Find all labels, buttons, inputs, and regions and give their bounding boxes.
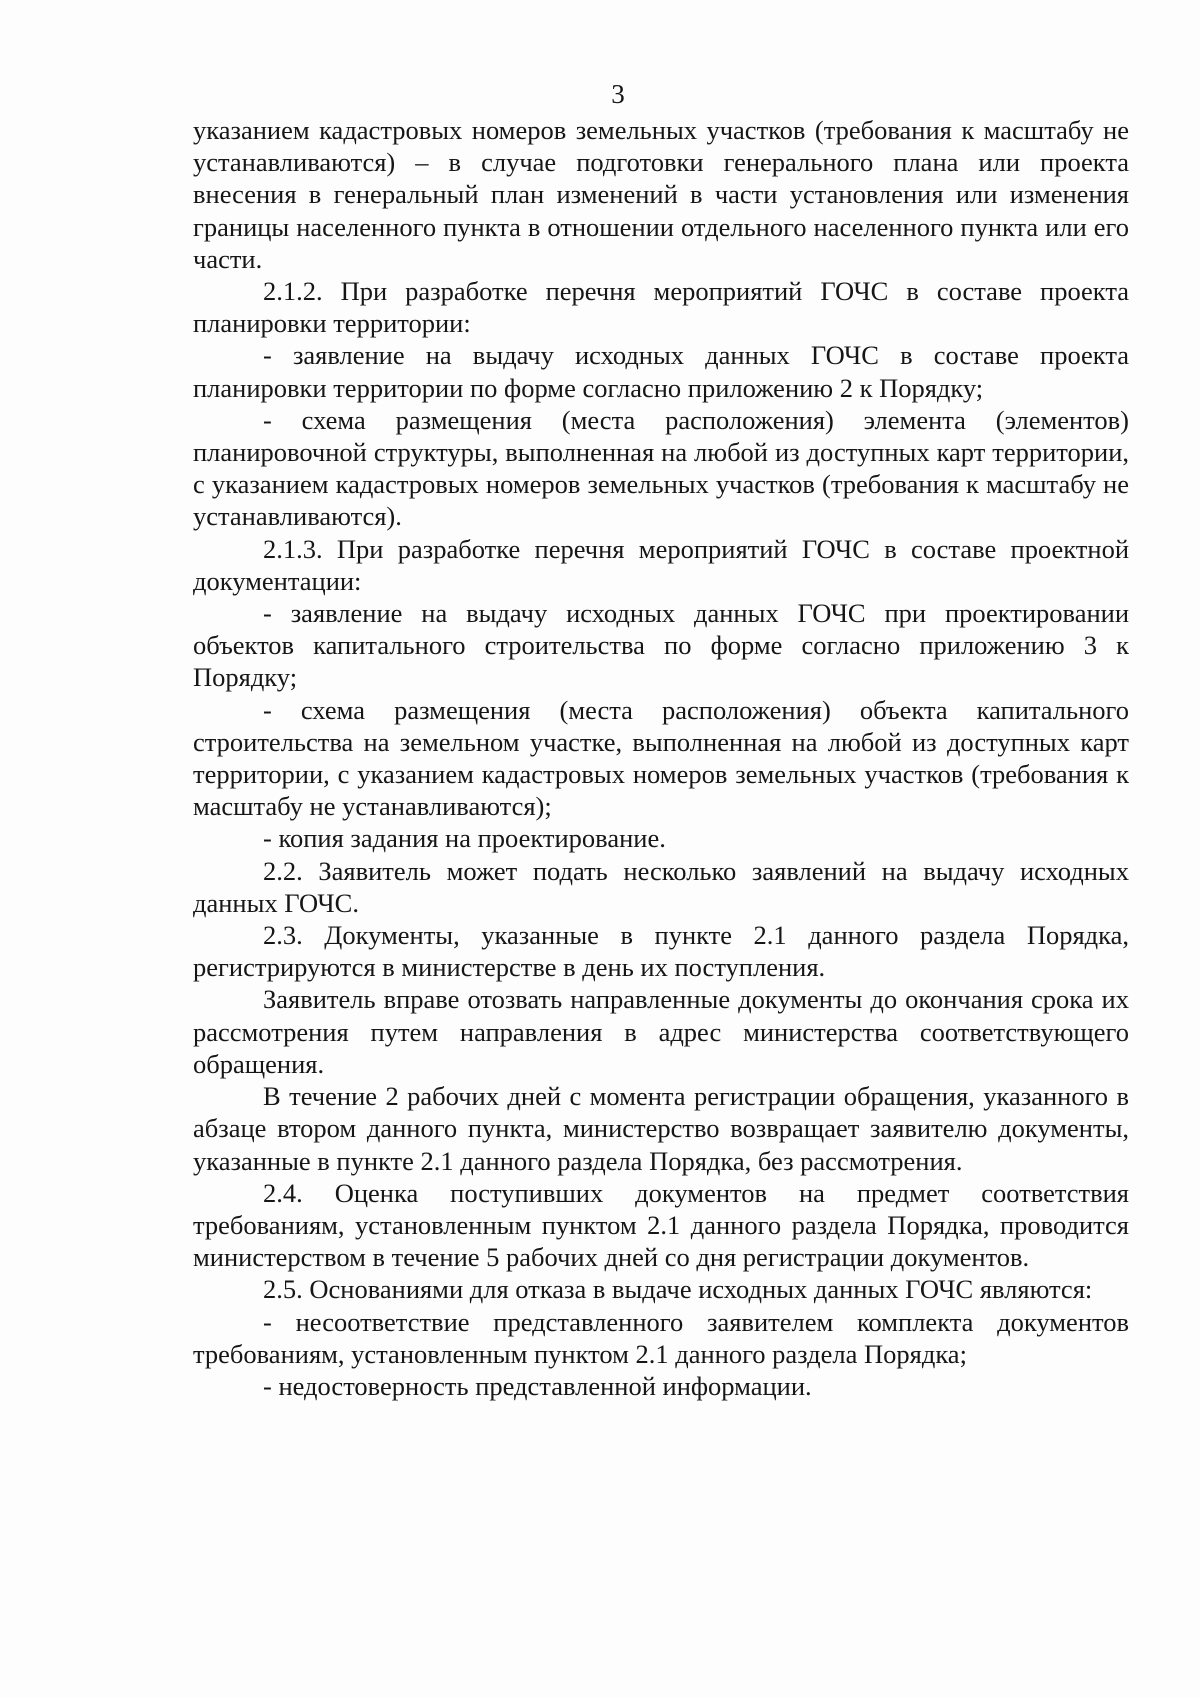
page-number: 3 [611,79,625,109]
paragraph-2-5: 2.5. Основаниями для отказа в выдаче исходных данных ГОЧС являются: [263,1274,1093,1305]
paragraph: В течение 2 рабочих дней с момента регистрации обращения, указанного в абзаце втором данного пункта, министерство возвращает заявителю документы, указанные в пункте 2.1 данного раздела Порядка, без рассмотрения. [193,1081,1129,1176]
paragraph-2-3: 2.3. Документы, указанные в пункте 2.1 данного раздела Порядка, регистрируются в министерстве в день их поступления. [193,920,1129,983]
paragraph-continuation: указанием кадастровых номеров земельных участков (требования к масштабу не устанавливаются) – в случае подготовки генерального плана или проекта внесения в генеральный план изменений в части установления или изменения границы населенного пункта в отношении отдельного населенного пункта или его части. [193,115,1129,274]
paragraph-2-2: 2.2. Заявитель может подать несколько заявлений на выдачу исходных данных ГОЧС. [193,855,1129,918]
list-item: - схема размещения (места расположения) элемента (элементов) планировочной структуры, выполненная на любой из доступных карт территории, с указанием кадастровых номеров земельных участков (требования к масштабу не устанавливаются). [193,404,1129,532]
list-item: - копия задания на проектирование. [263,823,666,854]
paragraph-2-4: 2.4. Оценка поступивших документов на предмет соответствия требованиям, установленным пунктом 2.1 данного раздела Порядка, проводится министерством в течение 5 рабочих дней со дня регистрации документов. [193,1177,1129,1273]
paragraph: Заявитель вправе отозвать направленные документы до окончания срока их рассмотрения путем направления в адрес министерства соответствующего обращения. [193,984,1129,1079]
document-body [193,114,1129,1402]
paragraph-2-1-2: 2.1.2. При разработке перечня мероприятий ГОЧС в составе проекта планировки территории: [193,276,1129,339]
paragraph-2-1-3: 2.1.3. При разработке перечня мероприятий ГОЧС в составе проектной документации: [193,533,1129,596]
list-item: - заявление на выдачу исходных данных ГОЧС в составе проекта планировки территории по форме согласно приложению 2 к Порядку; [193,340,1129,403]
list-item: - недостоверность представленной информации. [263,1370,812,1401]
list-item: - несоответствие представленного заявителем комплекта документов требованиям, установленным пунктом 2.1 данного раздела Порядка; [193,1306,1129,1369]
list-item: - схема размещения (места расположения) объекта капитального строительства на земельном участке, выполненная на любой из доступных карт территории, с указанием кадастровых номеров земельных участков (требования к масштабу не устанавливаются); [193,694,1129,822]
list-item: - заявление на выдачу исходных данных ГОЧС при проектировании объектов капитального строительства по форме согласно приложению 3 к Порядку; [193,598,1129,693]
